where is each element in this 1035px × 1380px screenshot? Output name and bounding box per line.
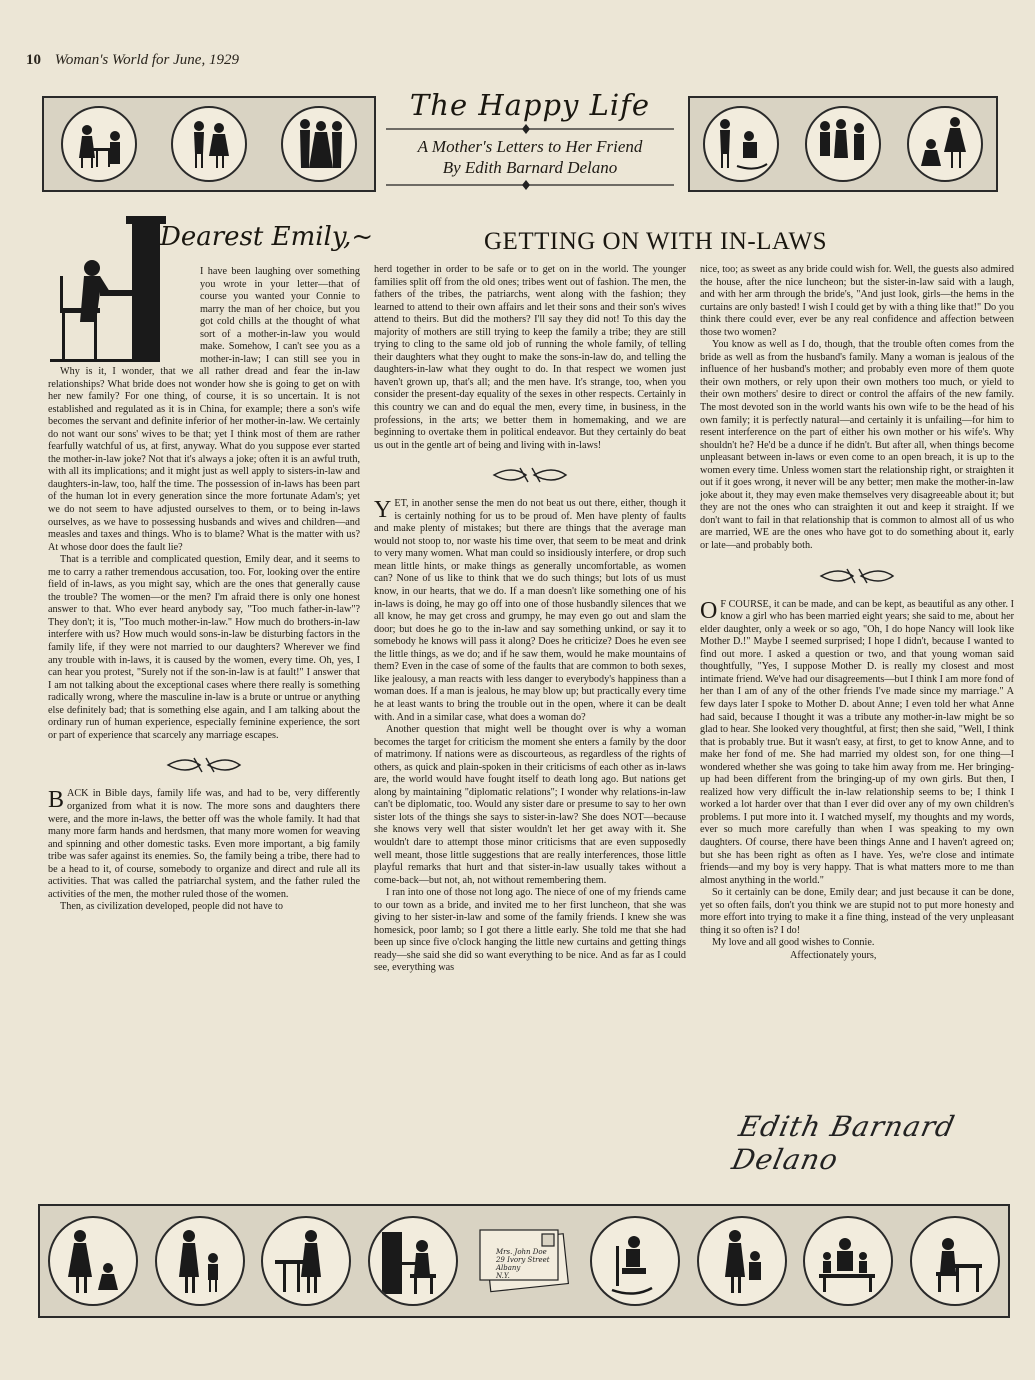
column-1 xyxy=(48,366,360,1188)
desk-writing-silhouette-icon xyxy=(368,1216,458,1306)
paragraph xyxy=(374,498,686,724)
mother-guiding-child-silhouette-icon xyxy=(155,1216,245,1306)
banner-left-illustrations xyxy=(42,96,376,192)
magazine-issue: Woman's World for June, 1929 xyxy=(54,52,239,68)
ornament-divider-icon xyxy=(48,756,360,774)
closing-line: My love and all good wishes to Connie. xyxy=(712,937,875,949)
paragraph: Another question that might well be thought over is why a woman becomes the target for criticism the moment she enters a family by the door of matrimony. If nations were as discourteous, as regardless of the rights of others, as quick and plain-spoken in their criticisms of each other as in-laws are, the world would have fought itself to death long ago. But nations get along by maintaining "diplomatic relations"; I wonder why relations-in-law can't be diplomatic, too. Would any sister dare or presume to say to her own sister lots of the things she says to sister-in-law? She does NOT—because she knows very well that sister wouldn't let her get away with it. She wouldn't dare to attempt those minor criticisms that are even supposedly well meant, those little suggestions that are really interferences, those little playful remarks that hurt and that sister-in-law usually takes without a come-back—but not, ah, not without remembering them. xyxy=(374,724,686,886)
envelope-line-1: Mrs. John Doe xyxy=(495,1248,547,1256)
writing-desk-silhouette-icon xyxy=(40,216,170,370)
author-byline: By Edith Barnard Delano xyxy=(442,158,618,177)
rocking-chair-reader-silhouette-icon xyxy=(590,1216,680,1306)
envelope-line-4: N.Y. xyxy=(495,1272,510,1280)
envelope-line-2: 29 Ivory Street xyxy=(495,1256,550,1264)
ironing-silhouette-icon xyxy=(261,1216,351,1306)
fitting-silhouette-icon xyxy=(907,106,983,182)
meeting-silhouette-icon xyxy=(171,106,247,182)
paragraph: You know as well as I do, though, that the trouble often comes from the bride as well as from the husband's family. Many a woman is jealous of the influence of her husband's mother; and probably even more of them quote their own mothers, or rely upon their own mothers too much, or yield to their own mothers' desire to direct or control the affairs of the new family. The most devoted son in the world wants his own wife to be the head of his own family; it is perfectly natural—and certainly it is unfailing—for him to resent interference on the part of either his own mother or his wife's. Why shouldn't he? He'd be a dunce if he didn't. But after all, when things become unpleasant between in-laws or even come to an open breach, it is up to the women every time. Unless women start the relationship right, or straighten it out if it goes wrong, it never will be any better; men make the mother-in-law joke about it, they may even make themselves very disagreeable about it; but they are not the ones who can straighten it out and keep it straight. If we don't want to fail in that relationship that is common to almost all of us who are married, WE are the ones who have got to do something about it, early or late—and probably both. xyxy=(700,339,1014,552)
banner xyxy=(42,86,998,198)
drop-cap: Y xyxy=(374,497,392,524)
column-1-intro xyxy=(200,266,360,366)
paragraph-text: ACK in Bible days, family life was, and had to be, very differently organized from what it is now. The more sons and daughters there were, and the more in-laws, the better off was the whole family. It had that many more farm hands and herdsmen, that many more women for weaving and spinning and other domestic tasks. Even more important, a big family tribe was safer against its enemies. So, the family being a tribe, there had to be a head to it, of course, somebody to organize and direct and rule all its activities. That was called the patriarchal system, and the father ruled the activities of the men, the mother ruled those of the women. xyxy=(48,788,360,900)
paragraph xyxy=(48,788,360,901)
envelope-illustration xyxy=(474,1218,574,1304)
paragraph: So it certainly can be done, Emily dear; and just because it can be done, yet so often fails, don't you think we are stupid not to put more honesty and more effort into trying to make it a fine thing, instead of the very unpleasant thing it so often is? I do! xyxy=(700,887,1014,936)
byline-rule xyxy=(380,178,680,192)
ornament-divider-icon xyxy=(374,466,686,484)
page-header xyxy=(26,52,1006,69)
drop-cap: O xyxy=(700,597,718,624)
author-signature: Edith Barnard Delano xyxy=(728,1110,959,1176)
rocking-chair-silhouette-icon xyxy=(703,106,779,182)
envelope-line-3: Albany xyxy=(495,1264,521,1272)
ornament-divider-icon xyxy=(700,567,1014,585)
paragraph-text: ET, in another sense the men do not beat us out there, either, though it is certainly nothing for us to be proud of. Men have plenty of faults and make plenty of mistakes; but there are things that the average man would not stoop to, nor waste his time over, that seem to be meat and drink to very many women. What man could so insidiously interfere, or drop such mean little hints, or make things as generally uncomfortable, as women can? None of us like to think that we do such things; but lots of us must know, in our hearts, that we do. If a man doesn't like something one of his in-laws is doing, he may go off into one of those husbandly silences that we all know, he may get cross and grumpy, he may even go out and slam the door; but does he go to the in-law and say something unkind, or say it to somebody he knows will pass it along? Does he criticize? Does he even see the little things, as we do; and if he saw them, would he make mountains of them? Even in the case of some of the faults that are common to both sexes, like jealousy, a man reacts with less danger to everybody's happiness than a woman does. If a man is jealous, he may blow up; but practically every time he at least wants to bring the trouble out in the open, where it can be dealt with. And in a similar case, what does a woman do? xyxy=(374,498,686,723)
paragraph: nice, too; as sweet as any bride could wish for. Well, the guests also admired the house, after the nice luncheon; but the sister-in-law said with a laugh, and with her arm through the bride's, "And just look, girls—the hems in the curtains are only basted! I wish I could get by with a thing like that!" Do you think there could ever, ever be any real confidence and affection between those two women? xyxy=(700,264,1014,338)
closing-valediction: Affectionately yours, xyxy=(790,949,877,961)
tea-party-silhouette-icon xyxy=(61,106,137,182)
column-2 xyxy=(374,264,686,1188)
paragraph-text: F COURSE, it can be made, and can be kept, as beautiful as any other. I know a girl who has been married eight years; she said to me, about her elder daughter, only a week or so ago, "Oh, I do hope Nancy will look like Mother D.!" Maybe I seemed surprised; I hope I didn't, because I wanted to find out more. I asked a question or two, and that young woman said thoughtfully, "Yes, I suppose Mother D. is really my closest and most intimate friend. We've had our disagreements—but I think I am more fond of her than I am of any of the other friends I've made since my marriage." A few days later I spoke to Mother D. about Anne; I even told her what Anne had said, because I thought it was a tribute any mother-in-law might be so glad to hear. She looked very thoughtful, at first; then she said, "Well, I think that is probably true. But it wasn't easy, at first, to get to know Anne, and to make her fond of me. She had married my oldest son, for one thing—I wondered whether she was going to take him away from me. Her bringing-up had been different from the bringing-up of my own girls. But then, I realized how very difficult the in-law relationship seems to be; I think I worked a lot harder over that than I ever did over any of my own children's problems. I put more into it. I watched myself, my thoughts and my words, ever so much more carefully than when I was speaking to my own daughters. Of course, there have been things Anne and I haven't agreed on; but she has been right as often as I have. Yes, we're close and intimate friends—and my boy is very happy. That is what matters more to me than almost anything in the world." xyxy=(700,598,1014,886)
mother-child-silhouette-icon xyxy=(48,1216,138,1306)
seated-writer-silhouette-icon xyxy=(910,1216,1000,1306)
intro-paragraph: I have been laughing over something you wrote in your letter—that of course you wanted your Connie to marry the man of her choice, but you got cold chills at the thought of what sort of a mother-in-law you would make. Somehow, I can't see you as a mother-in-law; I can still see you in xyxy=(200,266,360,365)
page-number: 10 xyxy=(26,52,41,68)
hair-brushing-silhouette-icon xyxy=(697,1216,787,1306)
paragraph: Then, as civilization developed, people did not have to xyxy=(60,901,283,913)
paragraph: herd together in order to be safe or to get on in the world. The younger families split off from the old ones; tribes went out of fashion. The men, the fathers of the tribes, the patriarchs, went along with the fashion; they learned to attend to their own affairs and let their sons and their son's wives attend to theirs. But did the mothers? I'll say they did not! To this day the majority of mothers are still trying to keep the family a tribe; they are still trying to cling to the same old job of running the whole family, of telling their daughters what they ought to make the sons-in-law do, and telling the daughters-in-law what they ought to do. In that respect we women just haven't grown up, that's all; and the men have. It's strange, too, when you consider the present-day equality of the sexes in other respects. Certainly in this country we can and do equal the men, every time, in business, in the professions, in the arts; we better them in homemaking, and we are beginning to overtake them in political endeavor. But they certainly do beat us out in the gentle art of being and living with in-laws! xyxy=(374,264,686,451)
column-3 xyxy=(700,264,1014,1104)
group-silhouette-icon xyxy=(805,106,881,182)
reading-together-silhouette-icon xyxy=(803,1216,893,1306)
paragraph: Why is it, I wonder, that we all rather dread and fear the in-law relationships? What bride does not wonder how she is going to get on with her new family? For one thing, of course, it is so uncertain. It is not established and regulated as it is in China, for example; there a son's wife becomes the servant and definite inferior of her mother-in-law. We certainly do not want our sons' wives to be that; yet I think most of them are rather fearfully watchful of us, at first, anyway. What do you suppose ever started the mother-in-law joke? Not that it's always a joke; often it is an awful truth, with all its implications; and it might just as well apply to sisters-in-law and daughters-in-law, too, half the time. The possession of in-laws has been part of the human lot in every generation since the more fortunate Adam's; yet we do not seem to have adjusted ourselves to them, or to being in-laws ourselves, as we have to possessing husbands and wives and children—and measles and taxes and things. Who is to blame? What is the matter with us? At whose door does the fault lie? xyxy=(48,366,360,553)
article-title: GETTING ON WITH IN-LAWS xyxy=(484,228,827,255)
paragraph xyxy=(700,599,1014,888)
footer-illustrations xyxy=(38,1204,1010,1318)
wedding-silhouette-icon xyxy=(281,106,357,182)
banner-right-illustrations xyxy=(688,96,998,192)
paragraph: I ran into one of those not long ago. The niece of one of my friends came to our town as a bride, and invited me to her first luncheon, that she was giving to her sister-in-law and some of the family friends. I knew she was homesick, poor lamb; so I got there a little early. She told me that she had been up since five o'clock hanging the little new curtains and getting things ready—she said she did so want everything to be nice. And as far as I could see, everything was xyxy=(374,887,686,974)
drop-cap: B xyxy=(48,787,65,814)
banner-title-block xyxy=(380,86,680,198)
letter-salutation: Dearest Emily,~ xyxy=(160,222,374,252)
title-rule xyxy=(380,122,680,136)
series-subtitle: A Mother's Letters to Her Friend xyxy=(417,137,643,156)
paragraph: That is a terrible and complicated question, Emily dear, and it seems to me to carry a rather tremendous accusation, too. For, looking over the entire field of in-laws, as you might say, which are the ones that generally cause the trouble? The women—or the men? I'm afraid there is only one honest answer to that. Who ever heard anybody say, "Too much father-in-law"? They don't; it is, "Too much mother-in-law." How much do brothers-in-law interfere with us? How much would sons-in-law be disturbing factors in the family life, if they were not married to our daughters? Wherever we find any trouble with in-laws, it is caused by the women, every time. Oh, yes, I can hear you protest, "Surely not if the son-in-law is at fault!" I answer that I am not talking about the exceptional cases where there really is something radically wrong, where the masculine in-law is a brute or untrue or anything else definitely bad; that is something else again, and I am talking about the ordinary run of human experience, especially feminine experience, the sort or part of experience that scarcely any marriage escapes. xyxy=(48,554,360,741)
series-title: The Happy Life xyxy=(409,88,651,122)
